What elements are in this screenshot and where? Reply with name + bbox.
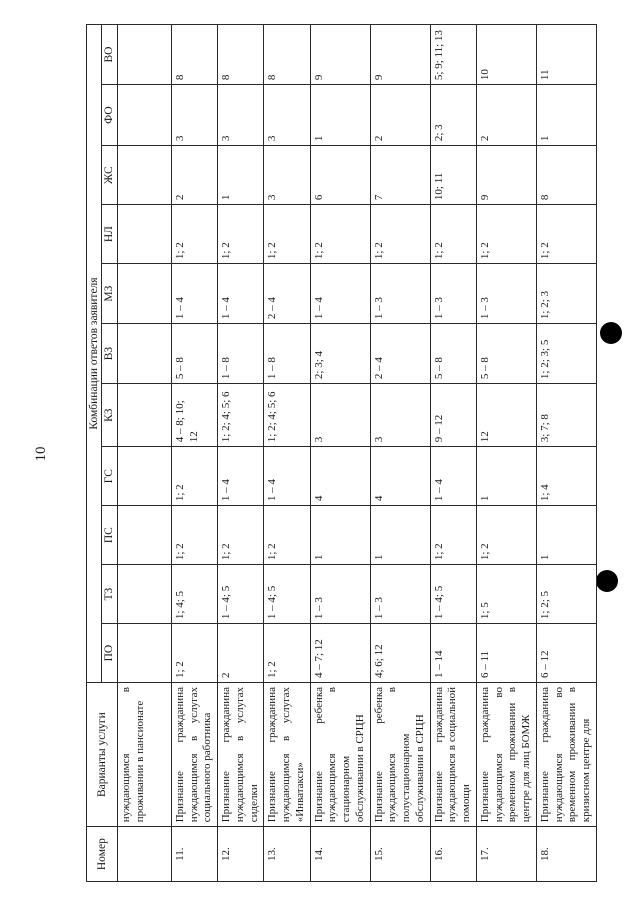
answer-cell-ТЗ: 1; 2; 5 — [536, 565, 596, 624]
answer-cell-ПО: 1 – 14 — [430, 624, 476, 683]
answer-cell-ГС: 1 – 4 — [218, 447, 264, 506]
answer-cell-ЖС: 9 — [476, 146, 536, 205]
combinations-table — [86, 24, 597, 882]
header-code-ЖС: ЖС — [102, 146, 117, 205]
row-number: 15. — [370, 827, 430, 882]
answer-cell-ПС: 1 — [310, 506, 370, 565]
answer-cell-ПО: 4 – 7; 12 — [310, 624, 370, 683]
answer-cell-КЗ: 9 – 12 — [430, 384, 476, 447]
answer-cell-ПС: 1; 2 — [171, 506, 217, 565]
answer-cell-ПО: 6 – 11 — [476, 624, 536, 683]
answer-cell-НЛ — [117, 205, 171, 264]
answer-cell-ГС — [117, 447, 171, 506]
answer-cell-ФО: 3 — [264, 85, 310, 146]
answer-cell-ТЗ: 1 – 4; 5 — [264, 565, 310, 624]
answer-cell-ПО: 1; 2 — [264, 624, 310, 683]
punch-hole-top — [600, 322, 622, 344]
answer-cell-КЗ — [117, 384, 171, 447]
answer-cell-ВЗ: 5 – 8 — [430, 324, 476, 384]
answer-cell-ГС: 1; 2 — [171, 447, 217, 506]
header-code-ФО: ФО — [102, 85, 117, 146]
answer-cell-ЖС: 1 — [218, 146, 264, 205]
header-variants: Варианты услуги — [87, 683, 118, 827]
answer-cell-ЖС: 10; 11 — [430, 146, 476, 205]
answer-cell-ЖС: 3 — [264, 146, 310, 205]
answer-cell-ФО — [117, 85, 171, 146]
service-variant: Признание гражданина нуждающимся в услугах «Инватакси» — [264, 683, 310, 827]
row-number: 11. — [171, 827, 217, 882]
answer-cell-МЗ: 2 – 4 — [264, 264, 310, 324]
row-number: 13. — [264, 827, 310, 882]
answer-cell-НЛ: 1; 2 — [430, 205, 476, 264]
answer-cell-ТЗ: 1 – 4; 5 — [218, 565, 264, 624]
answer-cell-КЗ: 12 — [476, 384, 536, 447]
answer-cell-ТЗ: 1; 4; 5 — [171, 565, 217, 624]
answer-cell-НЛ: 1; 2 — [218, 205, 264, 264]
answer-cell-ФО: 3 — [218, 85, 264, 146]
answer-cell-НЛ: 1; 2 — [476, 205, 536, 264]
answer-cell-ВО: 8 — [218, 25, 264, 85]
answer-cell-КЗ: 1; 2; 4; 5; 6 — [218, 384, 264, 447]
answer-cell-ВЗ: 5 – 8 — [171, 324, 217, 384]
answer-cell-МЗ — [117, 264, 171, 324]
answer-cell-ВЗ: 2 – 4 — [370, 324, 430, 384]
header-code-КЗ: КЗ — [102, 384, 117, 447]
answer-cell-КЗ: 3 — [370, 384, 430, 447]
row-number: 16. — [430, 827, 476, 882]
answer-cell-ВО: 5; 9; 11; 13 — [430, 25, 476, 85]
table-row — [117, 25, 171, 882]
answer-cell-ГС: 1 – 4 — [430, 447, 476, 506]
answer-cell-ЖС — [117, 146, 171, 205]
answer-cell-ПС: 1; 2 — [476, 506, 536, 565]
service-variant: Признание гражданина нуждающимся в услугах социального работника — [171, 683, 217, 827]
answer-cell-ФО: 1 — [536, 85, 596, 146]
header-code-НЛ: НЛ — [102, 205, 117, 264]
answer-cell-КЗ: 3 — [310, 384, 370, 447]
answer-cell-НЛ: 1; 2 — [536, 205, 596, 264]
row-number: 17. — [476, 827, 536, 882]
answer-cell-ПС: 1 — [370, 506, 430, 565]
answer-cell-ВО: 8 — [264, 25, 310, 85]
answer-cell-ВЗ: 2; 3; 4 — [310, 324, 370, 384]
answer-cell-ПО: 2 — [218, 624, 264, 683]
table-row — [430, 25, 476, 882]
answer-cell-ПС: 1; 2 — [218, 506, 264, 565]
service-variant: Признание гражданина нуждающимся во временном проживании в кризисном центре для — [536, 683, 596, 827]
row-number: 12. — [218, 827, 264, 882]
row-number: 14. — [310, 827, 370, 882]
header-code-ПС: ПС — [102, 506, 117, 565]
answer-cell-НЛ: 1; 2 — [264, 205, 310, 264]
page-number: 10 — [33, 446, 49, 462]
answer-cell-МЗ: 1 – 4 — [310, 264, 370, 324]
answer-cell-МЗ: 1 – 3 — [370, 264, 430, 324]
header-combinations: Комбинации ответов заявителя — [87, 25, 102, 683]
answer-cell-ВО: 11 — [536, 25, 596, 85]
answer-cell-ВО: 9 — [310, 25, 370, 85]
answer-cell-ЖС: 6 — [310, 146, 370, 205]
service-variant: Признание гражданина нуждающимся в социальной помощи — [430, 683, 476, 827]
answer-cell-МЗ: 1 – 3 — [430, 264, 476, 324]
answer-cell-МЗ: 1 – 4 — [171, 264, 217, 324]
service-variant: Признание гражданина нуждающимся во временном проживании в центре для лиц БОМЖ — [476, 683, 536, 827]
answer-cell-ТЗ: 1; 5 — [476, 565, 536, 624]
answer-cell-ЖС: 2 — [171, 146, 217, 205]
answer-cell-ТЗ: 1 – 4; 5 — [430, 565, 476, 624]
header-code-МЗ: МЗ — [102, 264, 117, 324]
answer-cell-ЖС: 7 — [370, 146, 430, 205]
answer-cell-ТЗ: 1 – 3 — [370, 565, 430, 624]
answer-cell-ФО: 2 — [476, 85, 536, 146]
answer-cell-ПО: 1; 2 — [171, 624, 217, 683]
header-code-ТЗ: ТЗ — [102, 565, 117, 624]
answer-cell-КЗ: 3; 7; 8 — [536, 384, 596, 447]
answer-cell-НЛ: 1; 2 — [370, 205, 430, 264]
table-row — [536, 25, 596, 882]
header-code-ГС: ГС — [102, 447, 117, 506]
answer-cell-ГС: 1; 4 — [536, 447, 596, 506]
answer-cell-ГС: 1 – 4 — [264, 447, 310, 506]
answer-cell-ФО: 2; 3 — [430, 85, 476, 146]
answer-cell-МЗ: 1; 2; 3 — [536, 264, 596, 324]
answer-cell-ПС: 1; 2 — [430, 506, 476, 565]
header-code-ВЗ: ВЗ — [102, 324, 117, 384]
header-code-ПО: ПО — [102, 624, 117, 683]
table-row — [218, 25, 264, 882]
answer-cell-ПС: 1; 2 — [264, 506, 310, 565]
table-row — [476, 25, 536, 882]
answer-cell-ГС: 4 — [310, 447, 370, 506]
service-variant: нуждающимся в проживании в пансионате — [117, 683, 171, 827]
rotated-table-wrapper — [86, 24, 596, 882]
service-variant: Признание ребенка нуждающимся в полустационарном обслуживании в СРЦН — [370, 683, 430, 827]
answer-cell-ТЗ: 1 – 3 — [310, 565, 370, 624]
answer-cell-ЖС: 8 — [536, 146, 596, 205]
answer-cell-ВО: 9 — [370, 25, 430, 85]
answer-cell-ВЗ: 1 – 8 — [218, 324, 264, 384]
header-number: Номер — [87, 827, 118, 882]
header-code-ВО: ВО — [102, 25, 117, 85]
answer-cell-ВО: 8 — [171, 25, 217, 85]
answer-cell-ВЗ — [117, 324, 171, 384]
answer-cell-МЗ: 1 – 3 — [476, 264, 536, 324]
answer-cell-ФО: 1 — [310, 85, 370, 146]
row-number — [117, 827, 171, 882]
answer-cell-ПО: 4; 6; 12 — [370, 624, 430, 683]
answer-cell-ПС: 1 — [536, 506, 596, 565]
answer-cell-ПС — [117, 506, 171, 565]
answer-cell-ГС: 1 — [476, 447, 536, 506]
table-row — [171, 25, 217, 882]
answer-cell-ТЗ — [117, 565, 171, 624]
answer-cell-КЗ: 1; 2; 4; 5; 6 — [264, 384, 310, 447]
answer-cell-ПО — [117, 624, 171, 683]
answer-cell-НЛ: 1; 2 — [171, 205, 217, 264]
answer-cell-МЗ: 1 – 4 — [218, 264, 264, 324]
answer-cell-ВО: 10 — [476, 25, 536, 85]
punch-hole-bottom — [596, 570, 618, 592]
row-number: 18. — [536, 827, 596, 882]
answer-cell-ВЗ: 5 – 8 — [476, 324, 536, 384]
answer-cell-ГС: 4 — [370, 447, 430, 506]
table-row — [310, 25, 370, 882]
answer-cell-ВЗ: 1 – 8 — [264, 324, 310, 384]
answer-cell-КЗ: 4 – 8; 10; 12 — [171, 384, 217, 447]
service-variant: Признание ребенка нуждающимся в стационарном обслуживании в СРЦН — [310, 683, 370, 827]
answer-cell-ФО: 2 — [370, 85, 430, 146]
answer-cell-ФО: 3 — [171, 85, 217, 146]
table-row — [370, 25, 430, 882]
answer-cell-НЛ: 1; 2 — [310, 205, 370, 264]
answer-cell-ВЗ: 1; 2; 3; 5 — [536, 324, 596, 384]
answer-cell-ПО: 6 – 12 — [536, 624, 596, 683]
table-row — [264, 25, 310, 882]
answer-cell-ВО — [117, 25, 171, 85]
service-variant: Признание гражданина нуждающимся в услугах сиделки — [218, 683, 264, 827]
